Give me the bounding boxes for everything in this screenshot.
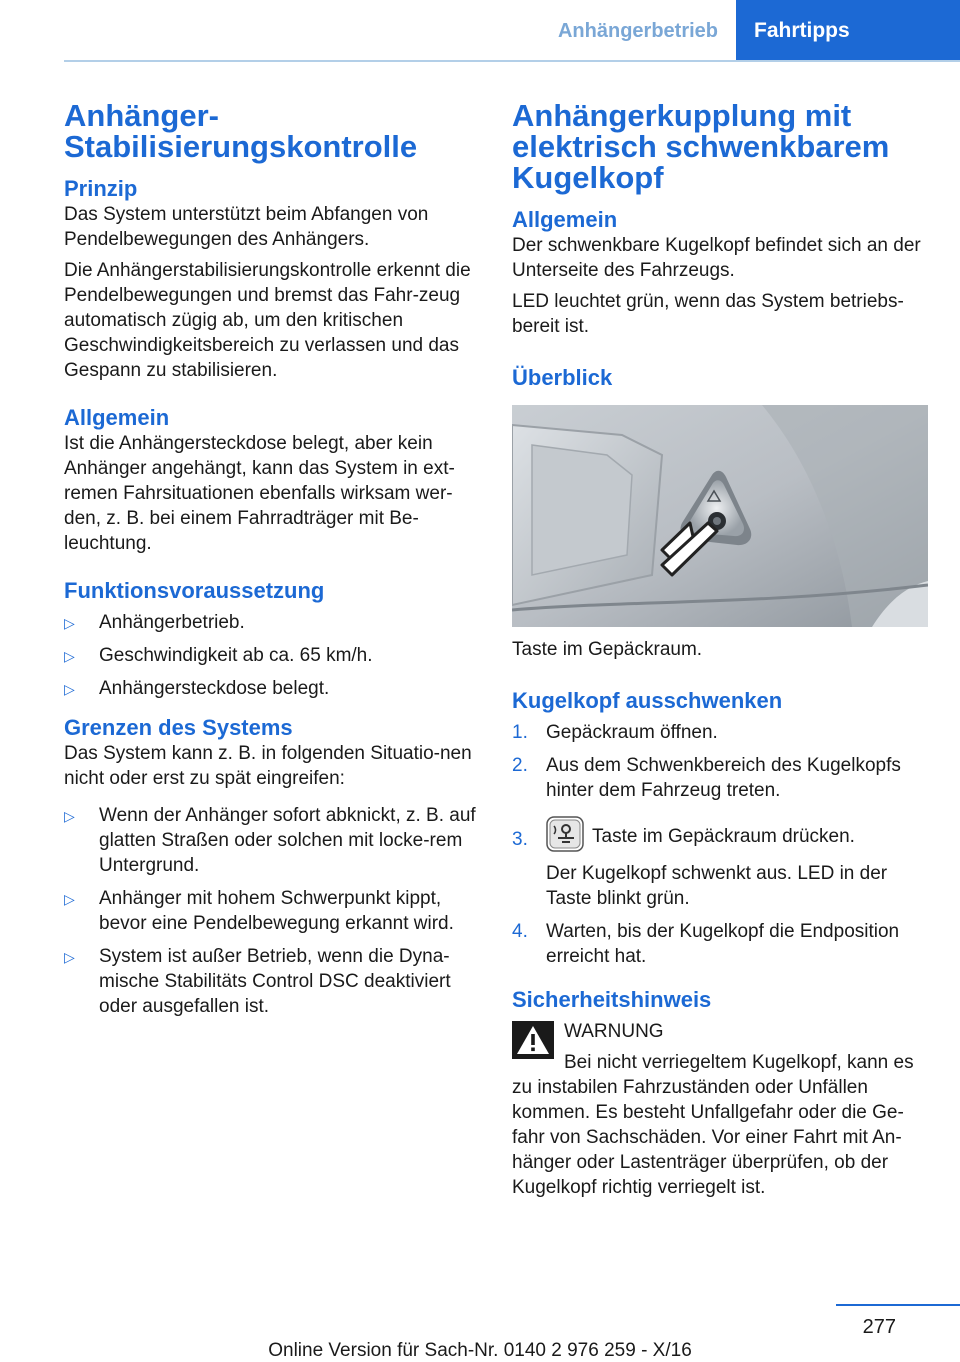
list-item: ▷ System ist außer Betrieb, wenn die Dyna-mische Stabilitäts Control DSC deaktiviert oder ausgefallen ist.	[64, 946, 451, 1017]
triangle-right-icon: ▷	[64, 891, 75, 907]
allgemein-paragraph-left: Ist die Anhängersteckdose belegt, aber kein Anhänger angehängt, kann das System in ext-remen Fahrsituationen ebenfalls wirksam wer-den, z. B. bei einem Fahrradträger mit Be-leuchtung.	[64, 433, 455, 554]
left-title: Anhänger- Stabilisierungskontrolle	[64, 98, 418, 164]
right-column	[512, 100, 930, 1200]
list-item: ▷ Geschwindigkeit ab ca. 65 km/h.	[64, 645, 373, 666]
list-item: ▷ Anhängerbetrieb.	[64, 612, 245, 633]
list-item: ▷ Anhänger mit hohem Schwerpunkt kippt, bevor eine Pendelbewegung erkannt wird.	[64, 888, 454, 934]
left-column	[64, 100, 482, 1027]
prinzip-paragraph-1: Das System unterstützt beim Abfangen von Pendelbewegungen des Anhängers.	[64, 204, 429, 250]
list-item: 2. Aus dem Schwenkbereich des Kugelkopfs hinter dem Fahrzeug treten.	[512, 755, 901, 801]
grenzen-paragraph: Das System kann z. B. in folgenden Situatio-nen nicht oder erst zu spät eingreifen:	[64, 743, 472, 789]
prinzip-heading: Prinzip	[64, 176, 138, 201]
funktion-heading: Funktionsvoraussetzung	[64, 578, 325, 603]
footer-version-text: Online Version für Sach-Nr. 0140 2 976 259 - X/16	[268, 1340, 692, 1361]
warning-title: WARNUNG	[564, 1021, 664, 1042]
page-number: 277	[862, 1316, 896, 1338]
prinzip-paragraph-2: Die Anhängerstabilisierungskontrolle erkennt die Pendelbewegungen und bremst das Fahr-zeug automatisch zügig ab, um den kritischen Geschwindigkeitsbereich zu verlassen und das Gespann zu stabilisieren.	[64, 260, 471, 381]
list-item: ▷ Wenn der Anhänger sofort abknickt, z. B. auf glatten Straßen oder solchen mit locke-rem Untergrund.	[64, 805, 476, 876]
header-section-label: Anhängerbetrieb	[557, 19, 719, 42]
ueberblick-heading: Überblick	[512, 365, 613, 390]
trunk-button-photo	[512, 405, 928, 627]
funktion-list	[64, 610, 482, 701]
allgemein-paragraph-right-2: LED leuchtet grün, wenn das System betriebs-bereit ist.	[512, 291, 904, 337]
list-item: 4. Warten, bis der Kugelkopf die Endposition erreicht hat.	[512, 921, 900, 967]
triangle-right-icon: ▷	[64, 648, 75, 664]
trailer-button-icon	[546, 816, 584, 852]
triangle-right-icon: ▷	[64, 615, 75, 631]
grenzen-list	[64, 803, 482, 1019]
allgemein-paragraph-right-1: Der schwenkbare Kugelkopf befindet sich an der Unterseite des Fahrzeugs.	[512, 235, 921, 281]
header-rule	[64, 60, 960, 62]
grenzen-heading: Grenzen des Systems	[64, 715, 293, 740]
allgemein-heading-left: Allgemein	[64, 405, 170, 430]
sicherheit-heading: Sicherheitshinweis	[512, 987, 712, 1012]
triangle-right-icon: ▷	[64, 681, 75, 697]
warning-triangle-icon	[512, 1021, 554, 1059]
warning-text: Bei nicht verriegeltem Kugelkopf, kann es zu instabilen Fahrzuständen oder Unfällen kommen. Es besteht Unfallgefahr oder die Ge-fahr von Sachschäden. Vor einer Fahrt mit An-hänger oder Lastenträger überprüfen, ob der Kugelkopf richtig verriegelt ist.	[512, 1052, 914, 1198]
list-item: ▷ Anhängersteckdose belegt.	[64, 678, 330, 699]
warning-box	[512, 1019, 930, 1200]
allgemein-heading-right: Allgemein	[512, 207, 618, 232]
ausschwenken-steps	[512, 720, 930, 969]
list-item: 3. Taste im Gepäckraum drücken. Der Kugelkopf schwenkt aus. LED in der Taste blinkt grün.	[512, 819, 930, 911]
header-chapter-tab: Fahrtipps	[736, 0, 960, 62]
triangle-right-icon: ▷	[64, 949, 75, 965]
photo-caption: Taste im Gepäckraum.	[512, 639, 703, 660]
list-item: 1. Gepäckraum öffnen.	[512, 722, 718, 743]
ausschwenken-heading: Kugelkopf ausschwenken	[512, 688, 783, 713]
footer-rule	[836, 1304, 960, 1306]
triangle-right-icon: ▷	[64, 808, 75, 824]
right-title: Anhängerkupplung mit elektrisch schwenkbarem Kugelkopf	[512, 98, 890, 195]
